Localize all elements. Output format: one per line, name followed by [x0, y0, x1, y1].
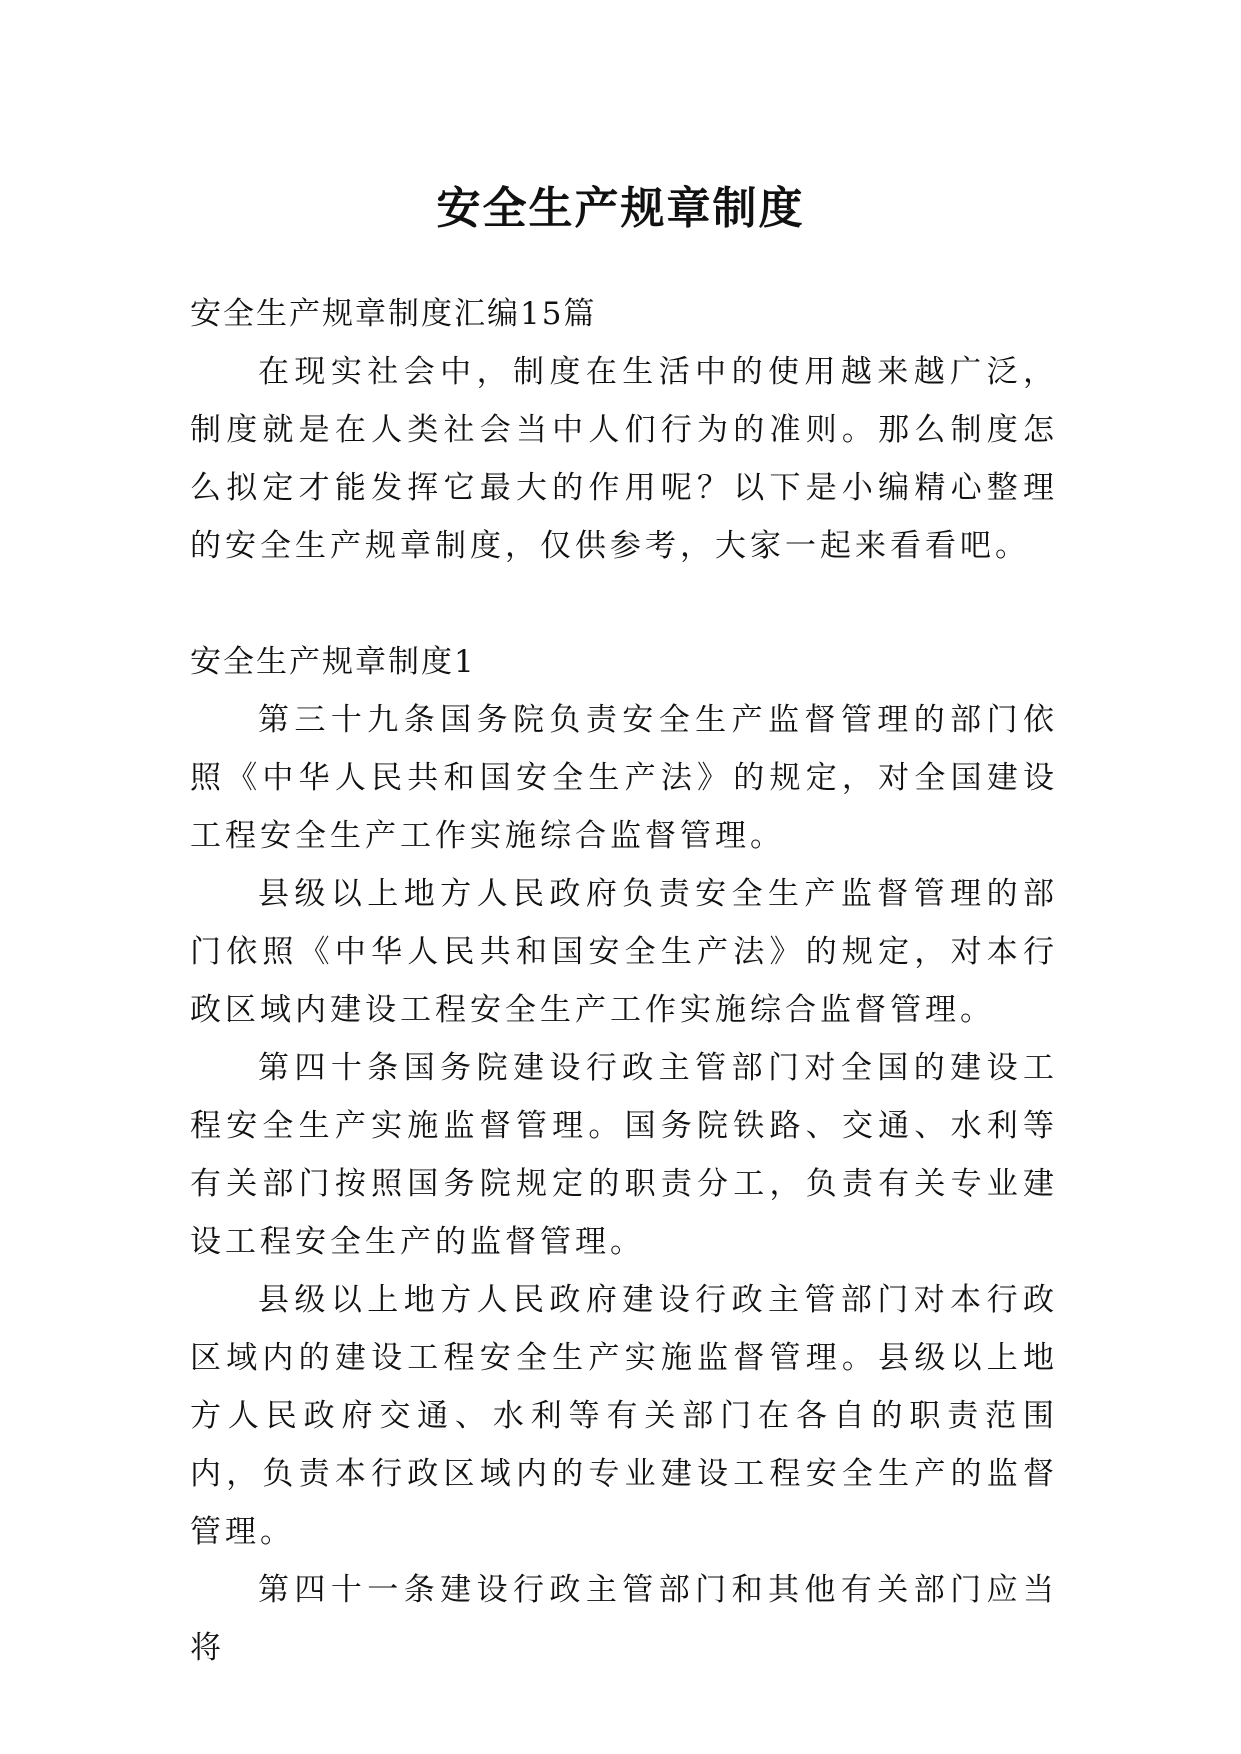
- article-paragraph: 县级以上地方人民政府负责安全生产监督管理的部门依照《中华人民共和国安全生产法》的规定，对本行政区域内建设工程安全生产工作实施综合监督管理。: [190, 876, 1058, 1028]
- article-paragraph: 县级以上地方人民政府建设行政主管部门对本行政区域内的建设工程安全生产实施监督管理。县级以上地方人民政府交通、水利等有关部门在各自的职责范围内，负责本行政区域内的专业建设工程安全生产的监督管理。: [190, 1282, 1058, 1550]
- section-heading: 安全生产规章制度1: [190, 644, 476, 680]
- document-body: [190, 285, 1058, 1677]
- article-paragraph: 第三十九条国务院负责安全生产监督管理的部门依照《中华人民共和国安全生产法》的规定，对全国建设工程安全生产工作实施综合监督管理。: [190, 702, 1058, 854]
- document-subtitle: 安全生产规章制度汇编15篇: [190, 296, 597, 332]
- intro-paragraph: 在现实社会中，制度在生活中的使用越来越广泛，制度就是在人类社会当中人们行为的准则。那么制度怎么拟定才能发挥它最大的作用呢？以下是小编精心整理的安全生产规章制度，仅供参考，大家一起来看看吧。: [190, 354, 1058, 564]
- document-title: 安全生产规章制度: [436, 183, 805, 235]
- article-paragraph: 第四十一条建设行政主管部门和其他有关部门应当将: [190, 1572, 1058, 1666]
- article-paragraph: 第四十条国务院建设行政主管部门对全国的建设工程安全生产实施监督管理。国务院铁路、交通、水利等有关部门按照国务院规定的职责分工，负责有关专业建设工程安全生产的监督管理。: [190, 1050, 1058, 1260]
- section-spacer: [190, 575, 1058, 633]
